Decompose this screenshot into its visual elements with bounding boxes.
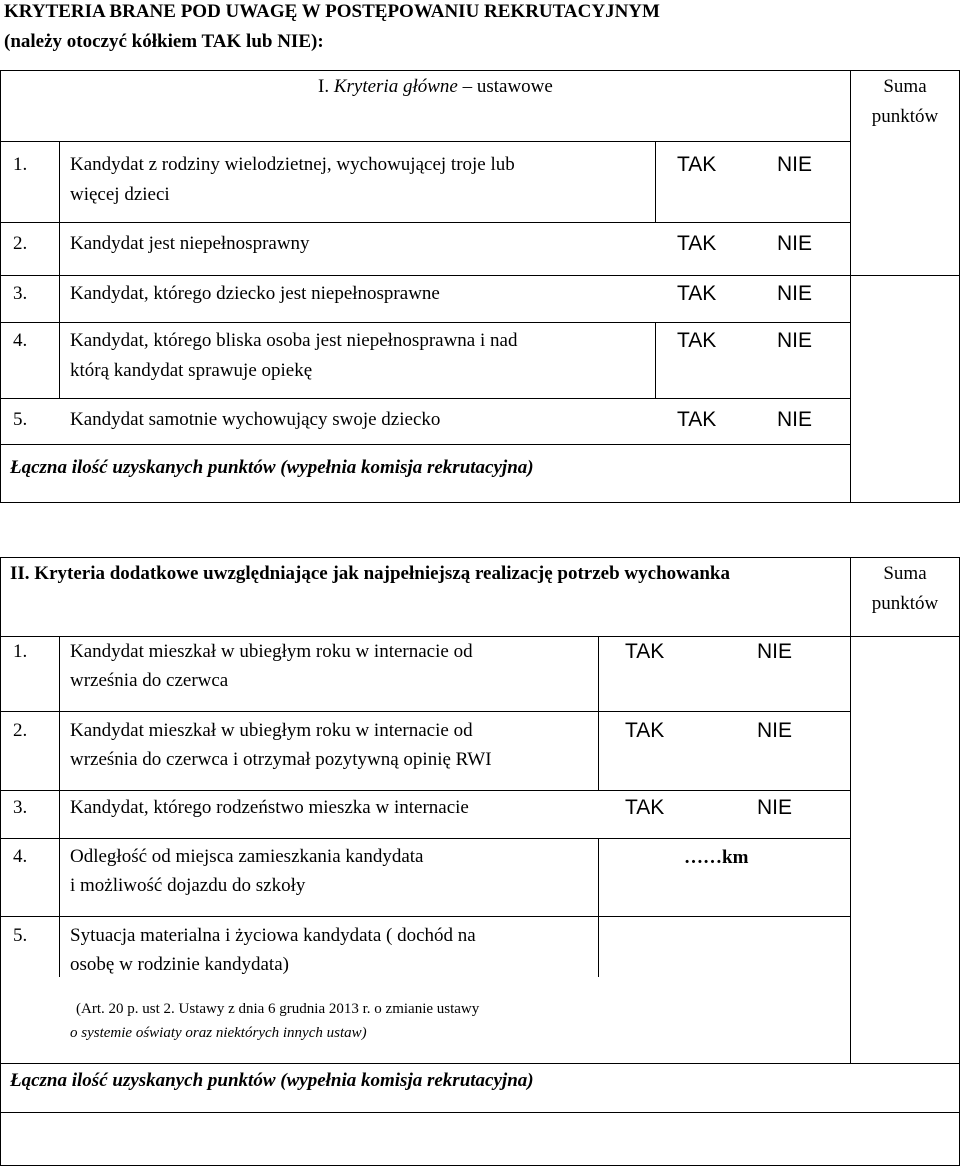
no-option[interactable]: NIE: [777, 232, 813, 255]
yes-option[interactable]: TAK: [677, 232, 717, 255]
section-1-title: [318, 72, 553, 102]
yes-option[interactable]: TAK: [677, 408, 717, 431]
yes-option[interactable]: TAK: [625, 640, 665, 663]
yes-option[interactable]: TAK: [625, 796, 665, 819]
criterion-text: Kandydat, którego bliska osoba jest niepełnosprawna i nad: [70, 330, 518, 351]
criterion-text-cont: którą kandydat sprawuje opiekę: [70, 360, 313, 381]
section-2-title: II. Kryteria dodatkowe uwzględniające jak najpełniejszą realizację potrzeb wychowanka: [10, 563, 730, 584]
page-title: KRYTERIA BRANE POD UWAGĘ W POSTĘPOWANIU REKRUTACYJNYM: [4, 1, 660, 22]
no-option[interactable]: NIE: [777, 153, 813, 176]
yes-option[interactable]: TAK: [625, 719, 665, 742]
row-number: 2.: [13, 233, 28, 254]
row-number: 4.: [13, 846, 28, 867]
criterion-text: Kandydat mieszkał w ubiegłym roku w internacie od: [70, 720, 473, 741]
section-1-points-header-1: Suma: [883, 76, 927, 97]
criterion-text-cont: więcej dzieci: [70, 184, 170, 205]
no-option[interactable]: NIE: [757, 640, 793, 663]
no-option[interactable]: NIE: [777, 282, 813, 305]
row-number: 1.: [13, 641, 28, 662]
criterion-text: Kandydat jest niepełnosprawny: [70, 233, 310, 254]
row-number: 3.: [13, 283, 28, 304]
yes-option[interactable]: TAK: [677, 282, 717, 305]
criterion-text-cont: września do czerwca: [70, 670, 229, 691]
section-2-total-label: Łączna ilość uzyskanych punktów (wypełnia komisja rekrutacyjna): [10, 1070, 534, 1091]
criterion-text: Kandydat z rodziny wielodzietnej, wychowującej troje lub: [70, 154, 515, 175]
criterion-text: Odległość od miejsca zamieszkania kandydata: [70, 846, 424, 867]
page-subtitle: (należy otoczyć kółkiem TAK lub NIE):: [4, 31, 324, 52]
distance-km-field[interactable]: ……km: [684, 847, 749, 868]
section-1-title-italic: Kryteria główne: [333, 76, 458, 97]
criterion-text: Kandydat, którego rodzeństwo mieszka w internacie: [70, 797, 469, 818]
section-2-points-header-2: punktów: [871, 593, 939, 614]
section-1-points-header-2: punktów: [871, 106, 939, 127]
row-number: 3.: [13, 797, 28, 818]
criterion-text: Kandydat, którego dziecko jest niepełnosprawne: [70, 283, 440, 304]
section-1-title-rest: – ustawowe: [462, 76, 553, 97]
row-number: 4.: [13, 330, 28, 351]
no-option[interactable]: NIE: [777, 408, 813, 431]
yes-option[interactable]: TAK: [677, 153, 717, 176]
no-option[interactable]: NIE: [757, 796, 793, 819]
criterion-text: Sytuacja materialna i życiowa kandydata ( dochód na: [70, 925, 476, 946]
criterion-text: Kandydat mieszkał w ubiegłym roku w internacie od: [70, 641, 473, 662]
no-option[interactable]: NIE: [777, 329, 813, 352]
yes-option[interactable]: TAK: [677, 329, 717, 352]
criterion-text-cont: osobę w rodzinie kandydata): [70, 954, 289, 975]
section-2-points-header-1: Suma: [883, 563, 927, 584]
row-number: 5.: [13, 925, 28, 946]
legal-note-line-1: (Art. 20 p. ust 2. Ustawy z dnia 6 grudnia 2013 r. o zmianie ustawy: [76, 1001, 480, 1017]
row-number: 1.: [13, 154, 28, 175]
criterion-text: Kandydat samotnie wychowujący swoje dziecko: [70, 409, 441, 430]
legal-note-line-2: o systemie oświaty oraz niektórych innych ustaw): [70, 1025, 367, 1041]
criterion-text-cont: września do czerwca i otrzymał pozytywną opinię RWI: [70, 749, 492, 770]
no-option[interactable]: NIE: [757, 719, 793, 742]
section-1-total-label: Łączna ilość uzyskanych punktów (wypełnia komisja rekrutacyjna): [10, 457, 534, 478]
criterion-text-cont: i możliwość dojazdu do szkoły: [70, 875, 306, 896]
section-1-numeral: I.: [318, 76, 330, 97]
row-number: 2.: [13, 720, 28, 741]
row-number: 5.: [13, 409, 28, 430]
